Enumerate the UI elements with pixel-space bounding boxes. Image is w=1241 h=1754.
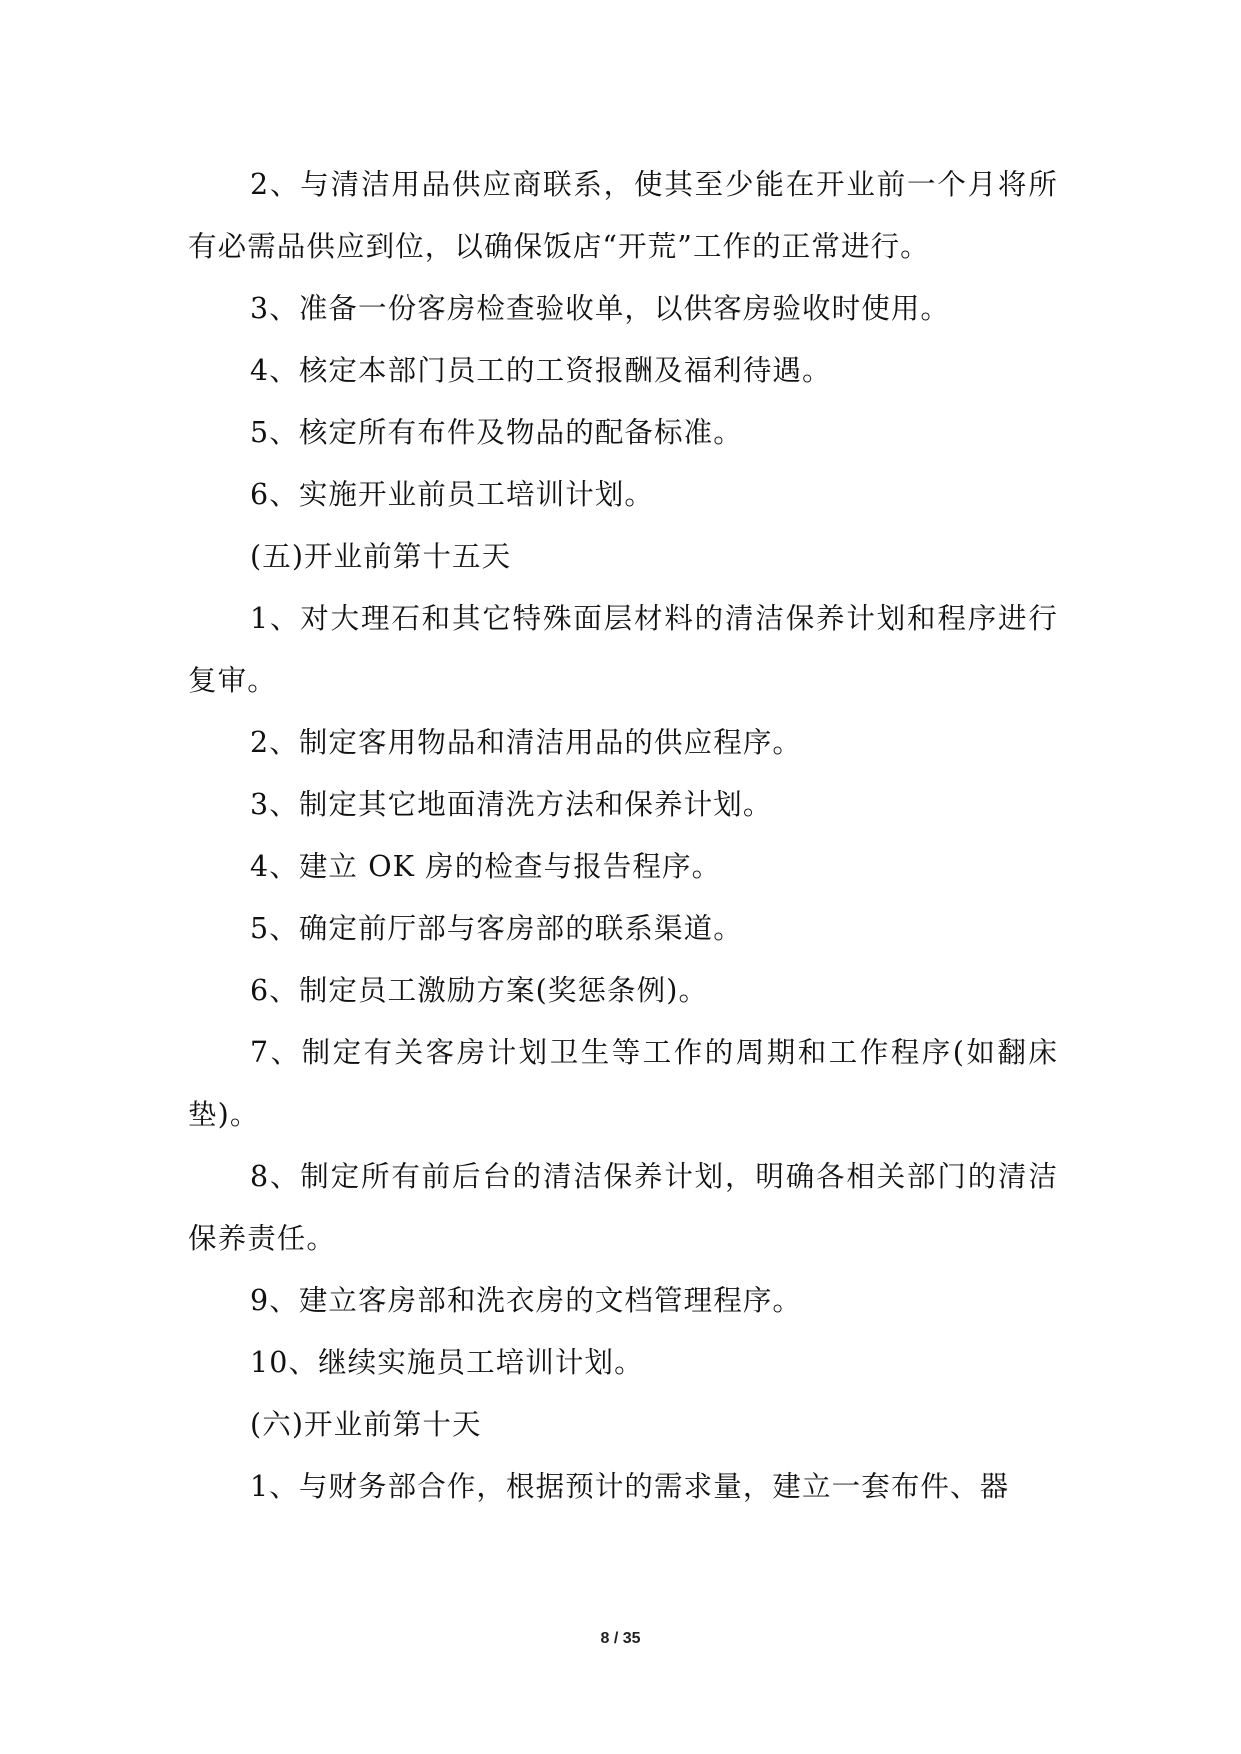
- paragraph-item-4-salary: 4、核定本部门员工的工资报酬及福利待遇。: [250, 354, 832, 387]
- paragraph-item-2-supply-procedure: 2、制定客用物品和清洁用品的供应程序。: [250, 726, 803, 759]
- page-number: 8 / 35: [600, 1630, 641, 1647]
- paragraph-item-7-periodic-cleaning: 7、制定有关客房计划卫生等工作的周期和工作程序(如翻床垫)。: [188, 1036, 1058, 1131]
- paragraph-item-3-floor-cleaning: 3、制定其它地面清洗方法和保养计划。: [250, 788, 773, 821]
- paragraph-item-8-cleaning-plan: 8、制定所有前后台的清洁保养计划，明确各相关部门的清洁保养责任。: [188, 1160, 1058, 1255]
- section-heading-day-10: (六)开业前第十天: [250, 1408, 482, 1441]
- paragraph-item-4-ok-room: 4、建立 OK 房的检查与报告程序。: [250, 850, 722, 883]
- paragraph-item-1-marble-review: 1、对大理石和其它特殊面层材料的清洁保养计划和程序进行复审。: [188, 602, 1058, 697]
- paragraph-item-5-front-office: 5、确定前厅部与客房部的联系渠道。: [250, 912, 743, 945]
- paragraph-item-1-finance: 1、与财务部合作，根据预计的需求量，建立一套布件、器: [250, 1470, 1010, 1503]
- section-heading-day-15: (五)开业前第十五天: [250, 540, 512, 573]
- paragraph-item-9-document-management: 9、建立客房部和洗衣房的文档管理程序。: [250, 1284, 803, 1317]
- paragraph-item-6-incentives: 6、制定员工激励方案(奖惩条例)。: [250, 974, 709, 1007]
- paragraph-item-2-supplier: 2、与清洁用品供应商联系，使其至少能在开业前一个月将所有必需品供应到位，以确保饭店“开荒”工作的正常进行。: [188, 168, 1058, 263]
- paragraph-item-6-training: 6、实施开业前员工培训计划。: [250, 478, 655, 511]
- document-body: [188, 154, 1058, 1518]
- paragraph-item-10-continue-training: 10、继续实施员工培训计划。: [250, 1346, 644, 1379]
- paragraph-item-5-linen-standard: 5、核定所有布件及物品的配备标准。: [250, 416, 743, 449]
- paragraph-item-3-inspection-form: 3、准备一份客房检查验收单，以供客房验收时使用。: [250, 292, 951, 325]
